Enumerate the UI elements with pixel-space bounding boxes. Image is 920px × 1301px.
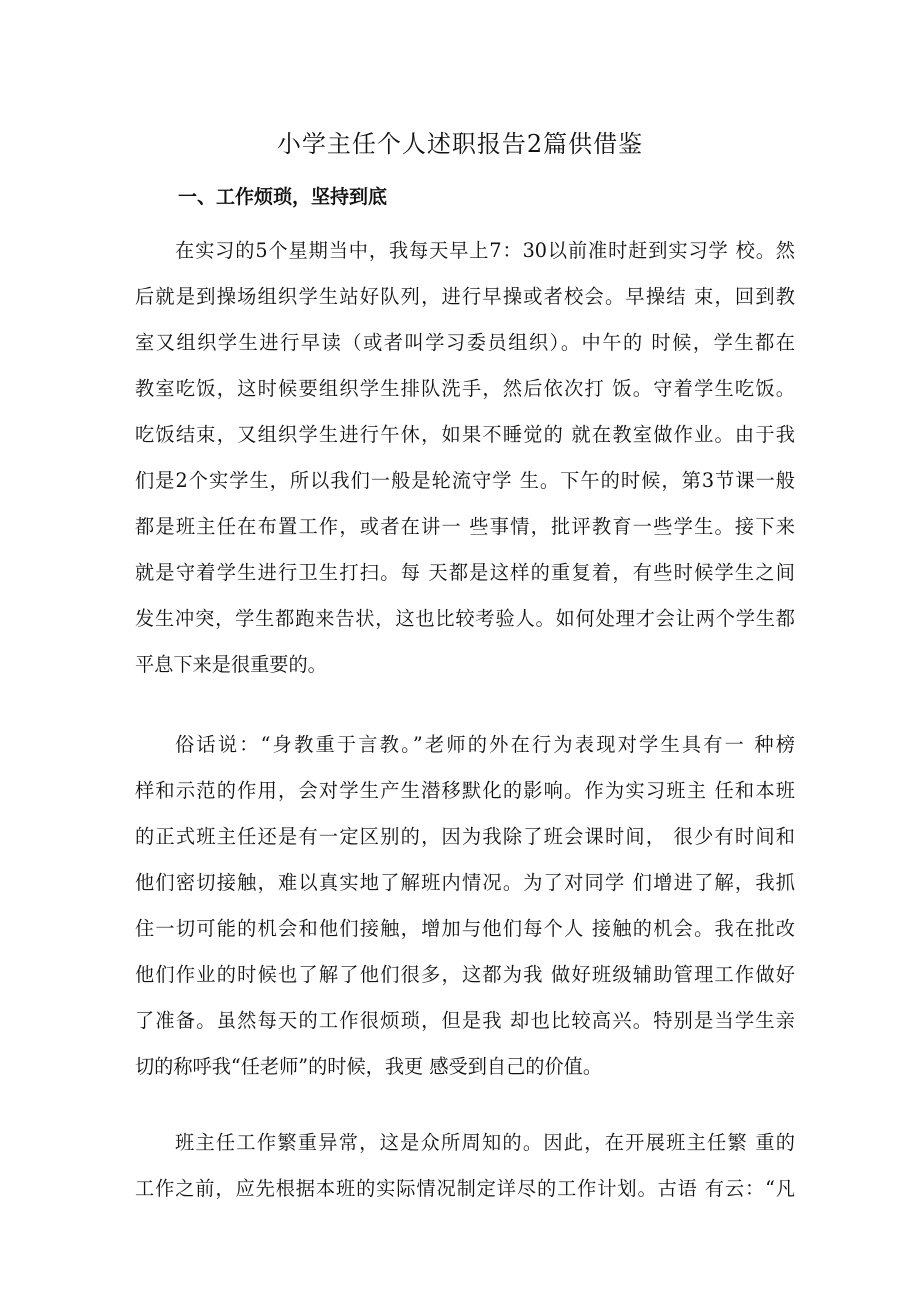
text-line: 他们作业的时候也了解了他们很多，这都为我 做好班级辅助管理工作做好 [135,963,795,986]
text-line: 住一切可能的机会和他们接触，增加与他们每个人 接触的机会。我在批改 [135,917,795,940]
text-line: 俗话说：“身教重于言教。”老师的外在行为表现对学生具有一 种榜 [175,733,795,756]
text-line: 班主任工作繁重异常，这是众所周知的。因此，在开展班主任繁 重的 [175,1131,795,1154]
text-line: 工作之前，应先根据本班的实际情况制定详尽的工作计划。古语 有云：“凡 [135,1177,795,1200]
text-line: 都是班主任在布置工作，或者在讲一 些事情，批评教育一些学生。接下来 [135,515,795,538]
text-line: 的正式班主任还是有一定区别的，因为我除了班会课时间， 很少有时间和 [135,825,795,848]
text-line: 们是2个实学生，所以我们一般是轮流守学 生。下午的时候，第3节课一般 [135,469,795,492]
text-line: 了准备。虽然每天的工作很烦琐，但是我 却也比较高兴。特别是当学生亲 [135,1009,795,1032]
text-line: 切的称呼我“任老师”的时候，我更 感受到自己的价值。 [135,1055,603,1078]
paragraph [135,228,795,688]
text-line: 吃饭结束，又组织学生进行午休，如果不睡觉的 就在教室做作业。由于我 [135,423,795,446]
text-line: 教室吃饭，这时候要组织学生排队洗手，然后依次打 饭。守着学生吃饭。 [135,377,795,400]
section-heading: 一、工作烦琐，坚持到底 [178,186,388,208]
text-line: 就是守着学生进行卫生打扫。每 天都是这样的重复着，有些时候学生之间 [135,561,795,584]
text-line: 室又组织学生进行早读（或者叫学习委员组织）。中午的 时候，学生都在 [135,331,795,354]
text-line: 样和示范的作用，会对学生产生潜移默化的影响。作为实习班主 任和本班 [135,779,795,802]
text-line: 在实习的5个星期当中，我每天早上7：30以前准时赶到实习学 校。然 [175,239,795,262]
paragraph [135,1120,795,1212]
text-line: 他们密切接触，难以真实地了解班内情况。为了对同学 们增进了解，我抓 [135,871,795,894]
text-line: 平息下来是很重要的。 [135,653,327,676]
text-line: 发生冲突，学生都跑来告状，这也比较考验人。如何处理才会让两个学生都 [135,607,795,630]
paragraph [135,722,795,1090]
document-title: 小学主任个人述职报告2篇供借鉴 [276,130,644,158]
text-line: 后就是到操场组织学生站好队列，进行早操或者校会。早操结 束，回到教 [135,285,795,308]
